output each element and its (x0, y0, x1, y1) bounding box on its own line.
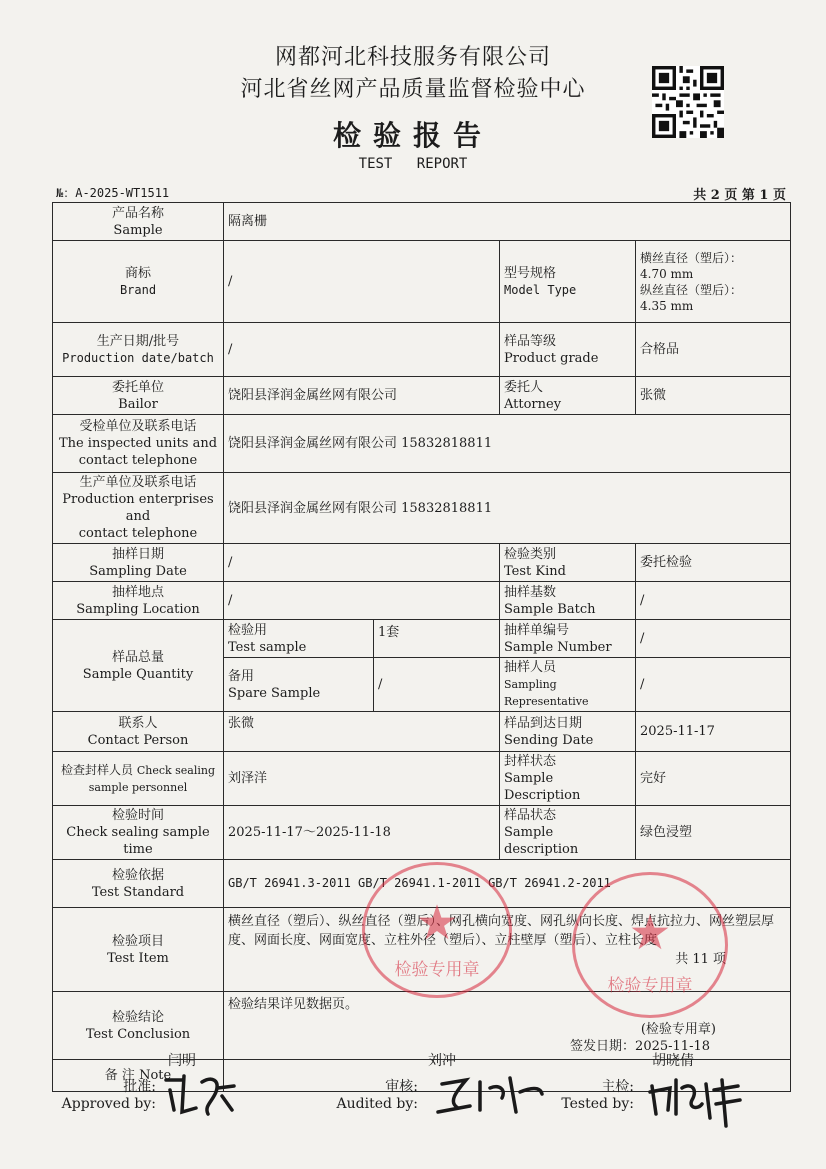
spare-sample-value: / (374, 658, 500, 712)
production-date-value: / (224, 323, 500, 377)
producer-label: 生产单位及联系电话 Production enterprises and contact telephone (53, 473, 224, 544)
sending-date-label: 样品到达日期 Sending Date (500, 712, 636, 752)
conclusion-value: 检验结果详见数据页。 (检验专用章) 签发日期：2025-11-18 (224, 992, 791, 1060)
issue-date: 签发日期：2025-11-18 (570, 1039, 711, 1054)
tester-signature (646, 1070, 746, 1132)
spare-sample-label: 备用 Spare Sample (224, 658, 374, 712)
model-label: 型号规格 Model Type (500, 241, 636, 323)
sample-label: 产品名称 Sample (53, 203, 224, 241)
test-item-count: 共 11 项 (675, 952, 727, 967)
attorney-label: 委托人 Attorney (500, 377, 636, 415)
sampling-date-value: / (224, 544, 500, 582)
approver-name: 闫明 (168, 1053, 196, 1069)
producer-value: 饶阳县泽润金属丝网有限公司 15832818811 (224, 473, 791, 544)
org-name-line1: 网都河北科技服务有限公司 (274, 45, 551, 70)
table-row (53, 473, 791, 544)
test-standard-label: 检验依据 Test Standard (53, 860, 224, 908)
table-row (53, 712, 791, 752)
sealing-person-label: 检查封样人员 Check sealing sample personnel (53, 752, 224, 806)
test-sample-value: 1套 (374, 620, 500, 658)
sampling-location-label: 抽样地点 Sampling Location (53, 582, 224, 620)
sample-number-value: / (636, 620, 791, 658)
grade-value: 合格品 (636, 323, 791, 377)
page-info: 共 2 页 第 1 页 (693, 188, 786, 203)
report-number: №：A-2025-WT1511 (56, 186, 170, 200)
test-item-label: 检验项目 Test Item (53, 908, 224, 992)
table-row (53, 323, 791, 377)
table-row (53, 415, 791, 473)
report-title-cn: 检验报告 (332, 119, 493, 152)
model-value: 横丝直径（塑后）： 4.70 mm 纵丝直径（塑后）： 4.35 mm (636, 241, 791, 323)
sample-number-label: 抽样单编号 Sample Number (500, 620, 636, 658)
approved-by-label: 批准: Approved by: (61, 1079, 156, 1112)
table-row (53, 241, 791, 323)
sampling-date-label: 抽样日期 Sampling Date (53, 544, 224, 582)
seal-state-value: 完好 (636, 752, 791, 806)
contact-person-label: 联系人 Contact Person (53, 712, 224, 752)
sample-batch-value: / (636, 582, 791, 620)
sampling-rep-label: 抽样人员 Sampling Representative (500, 658, 636, 712)
seal-note: (检验专用章) (640, 1022, 717, 1037)
sampling-location-value: / (224, 582, 500, 620)
test-kind-value: 委托检验 (636, 544, 791, 582)
production-date-label: 生产日期/批号 Production date/batch (53, 323, 224, 377)
brand-value: / (224, 241, 500, 323)
tester-name: 胡晓倩 (652, 1053, 694, 1069)
report-title-en: TEST REPORT (358, 156, 468, 172)
auditor-name: 刘冲 (428, 1053, 456, 1069)
table-row (53, 377, 791, 415)
inspected-units-label: 受检单位及联系电话 The inspected units and contact telephone (53, 415, 224, 473)
auditor-signature (430, 1068, 550, 1118)
table-row (53, 544, 791, 582)
sampling-rep-value: / (636, 658, 791, 712)
tested-by-label: 主检: Tested by: (561, 1079, 634, 1112)
contact-person-value: 张微 (224, 712, 500, 752)
sample-state-value: 绿色浸塑 (636, 806, 791, 860)
inspection-seal-left: ★ 检验专用章 (362, 862, 512, 998)
audited-by-label: 审核: Audited by: (336, 1079, 418, 1112)
table-row (53, 806, 791, 860)
seal-state-label: 封样状态 Sample Description (500, 752, 636, 806)
test-standard-value: GB/T 26941.3-2011 GB/T 26941.1-2011 GB/T 26941.2-2011 (224, 860, 791, 908)
sample-quantity-label: 样品总量 Sample Quantity (53, 620, 224, 712)
table-row (53, 752, 791, 806)
sealing-person-value: 刘泽洋 (224, 752, 500, 806)
sample-state-label: 样品状态 Sample description (500, 806, 636, 860)
test-time-value: 2025-11-17～2025-11-18 (224, 806, 500, 860)
table-row (53, 620, 791, 658)
sample-value: 隔离栅 (224, 203, 791, 241)
inspection-seal-right: ★ 检验专用章 (572, 872, 728, 1018)
sample-batch-label: 抽样基数 Sample Batch (500, 582, 636, 620)
test-item-value: 横丝直径（塑后）、纵丝直径（塑后）、网孔横向宽度、网孔纵向长度、焊点抗拉力、网丝塑层厚度、网面长度、网面宽度、立柱外径（塑后）、立柱壁厚（塑后）、立柱长度 共 11 项 (224, 908, 791, 992)
org-name-line2: 河北省丝网产品质量监督检验中心 (240, 77, 586, 102)
test-kind-label: 检验类别 Test Kind (500, 544, 636, 582)
table-row (53, 203, 791, 241)
remarks-label: 备 注 Note (53, 1060, 224, 1092)
test-time-label: 检验时间 Check sealing sample time (53, 806, 224, 860)
conclusion-label: 检验结论 Test Conclusion (53, 992, 224, 1060)
bailor-label: 委托单位 Bailor (53, 377, 224, 415)
brand-label: 商标 Brand (53, 241, 224, 323)
attorney-value: 张微 (636, 377, 791, 415)
test-sample-label: 检验用 Test sample (224, 620, 374, 658)
approver-signature (160, 1066, 240, 1118)
grade-label: 样品等级 Product grade (500, 323, 636, 377)
sending-date-value: 2025-11-17 (636, 712, 791, 752)
table-row (53, 582, 791, 620)
bailor-value: 饶阳县泽润金属丝网有限公司 (224, 377, 500, 415)
inspected-units-value: 饶阳县泽润金属丝网有限公司 15832818811 (224, 415, 791, 473)
